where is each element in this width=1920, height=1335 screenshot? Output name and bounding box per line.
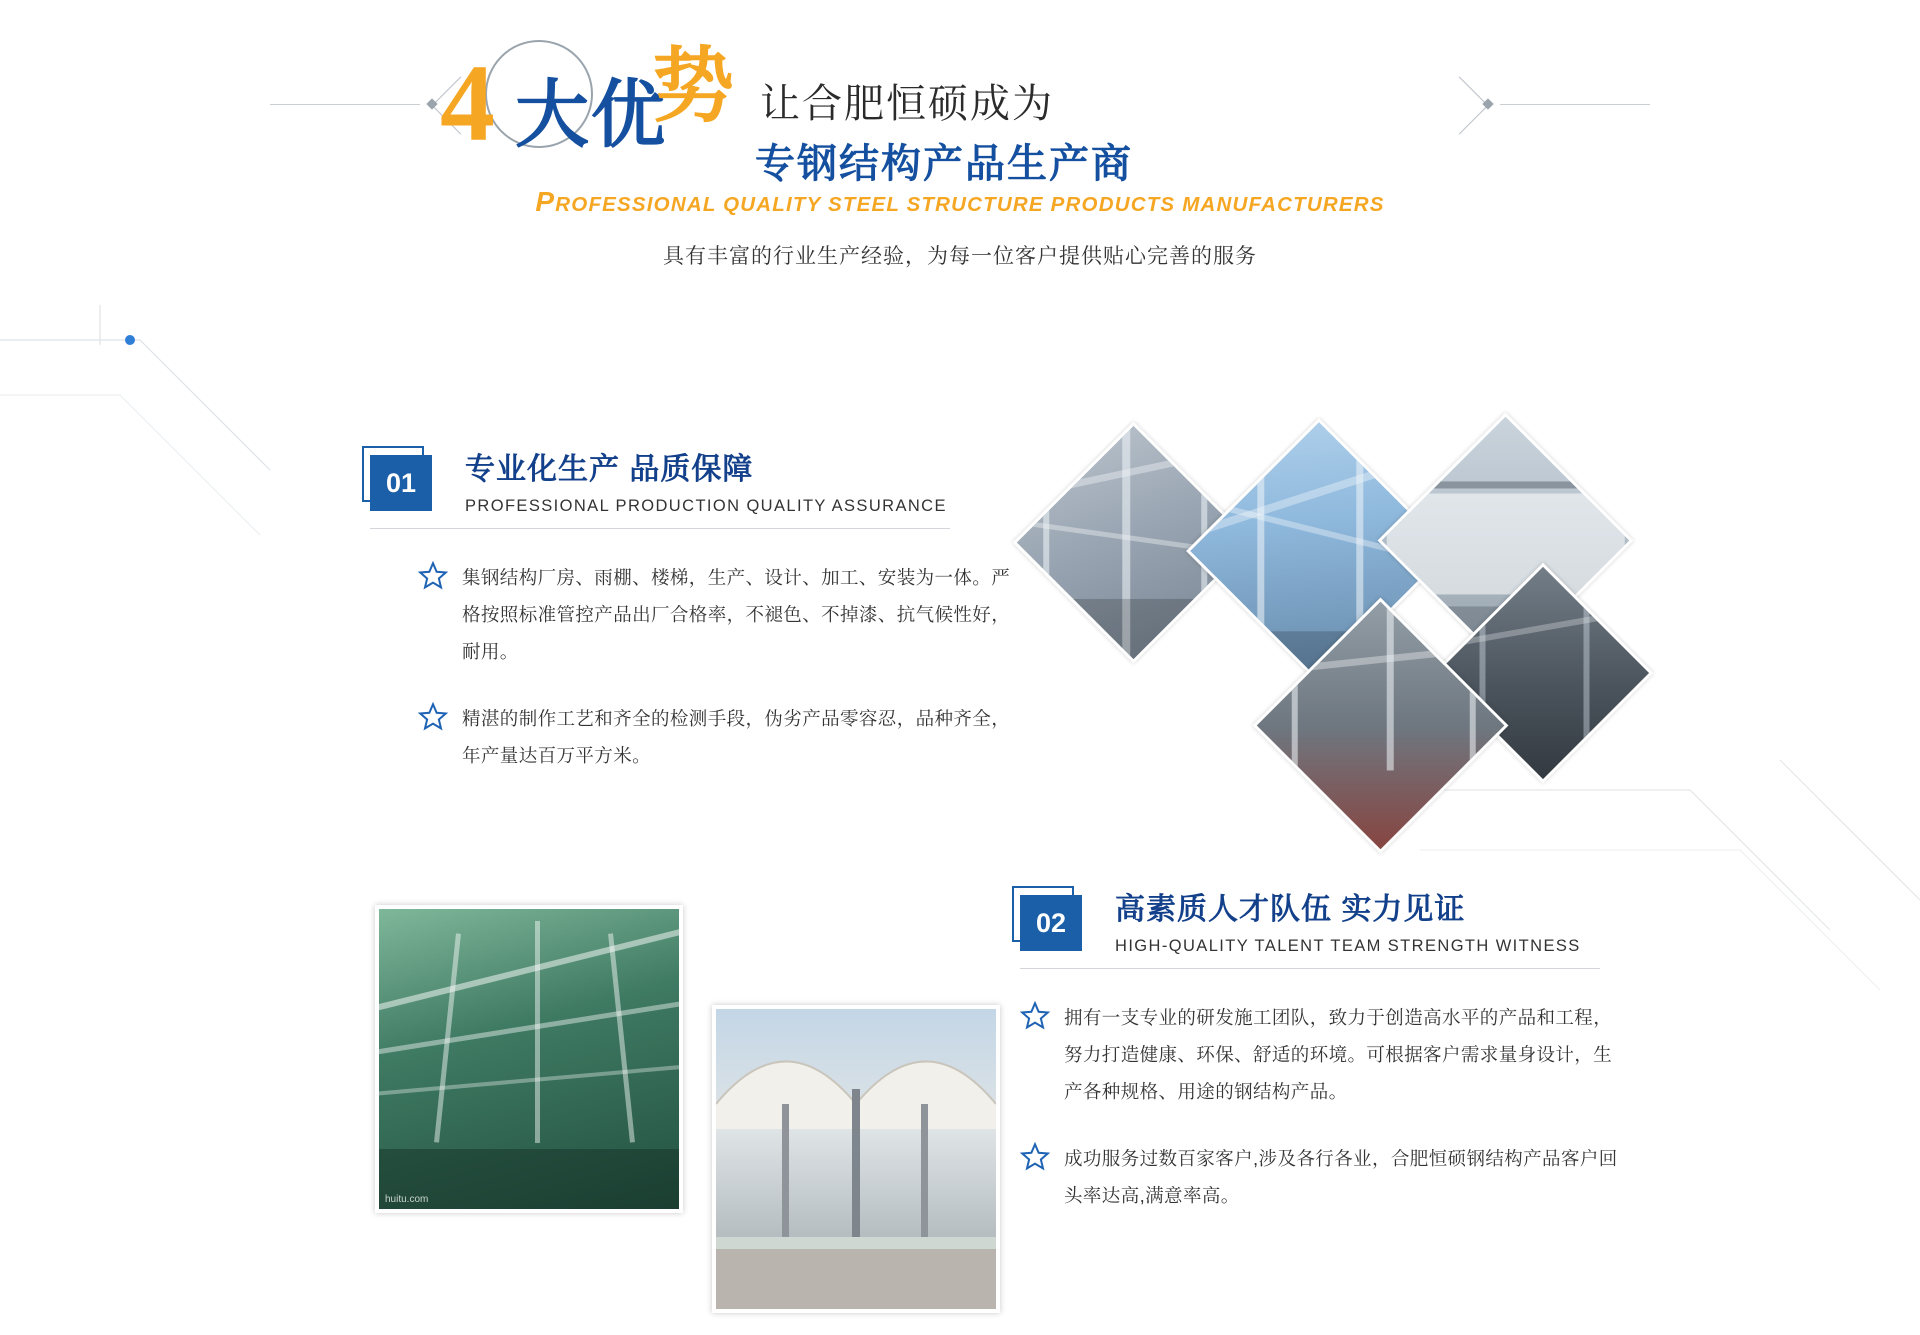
section-02-bullet-2 [1020, 1140, 1620, 1214]
star-icon [418, 561, 448, 591]
section-02 [1020, 895, 1620, 1214]
header-title-row [310, 40, 1610, 186]
section-02-title-en: HIGH-QUALITY TALENT TEAM STRENGTH WITNESS [1115, 937, 1581, 955]
decor-corner-top-left [0, 300, 390, 560]
section-02-head [1020, 895, 1620, 956]
headline-english-cap: P [535, 186, 556, 217]
section-01-bullet-1 [418, 559, 1018, 670]
headline-subline-1: 让合肥恒硕成为 [760, 81, 1054, 126]
section-01-bullet-2 [418, 700, 1018, 774]
section-02-title-cn: 高素质人才队伍 实力见证 [1115, 893, 1466, 926]
section-01-rule [370, 528, 950, 529]
section-01-body [418, 559, 1018, 774]
decor-line-right [1500, 104, 1650, 105]
photo-glass-canopy [375, 905, 683, 1213]
headline-english [310, 186, 1610, 218]
section-02-badge: 02 [1020, 895, 1082, 951]
decor-line-left [270, 104, 420, 105]
header-slogan: 具有丰富的行业生产经验，为每一位客户提供贴心完善的服务 [663, 245, 1257, 268]
photo-watermark: huitu.com [385, 1194, 429, 1205]
section-02-bullet-1-text: 拥有一支专业的研发施工团队，致力于创造高水平的产品和工程，努力打造健康、环保、舒适的环境。可根据客户需求量身设计，生产各种规格、用途的钢结构产品。 [1064, 1007, 1613, 1102]
section-01 [370, 455, 1030, 774]
star-icon [418, 702, 448, 732]
section-02-rule [1020, 968, 1600, 969]
section-02-bullet-2-text: 成功服务过数百家客户,涉及各行各业，合肥恒硕钢结构产品客户回头率达高,满意率高。 [1064, 1148, 1618, 1206]
section-01-bullet-2-text: 精湛的制作工艺和齐全的检测手段，伪劣产品零容忍，品种齐全，年产量达百万平方米。 [462, 708, 1011, 766]
section-02-body [1020, 999, 1620, 1214]
decor-arrow-right [1431, 77, 1489, 135]
star-icon [1020, 1001, 1050, 1031]
section-02-bullet-1 [1020, 999, 1620, 1110]
headline-number: 4 [440, 42, 491, 164]
headline-english-rest: ROFESSIONAL QUALITY STEEL STRUCTURE PRODUCTS MANUFACTURERS [555, 193, 1385, 216]
section-01-title-en: PROFESSIONAL PRODUCTION QUALITY ASSURANCE [465, 497, 947, 515]
section-01-bullet-1-text: 集钢结构厂房、雨棚、楼梯，生产、设计、加工、安装为一体。严格按照标准管控产品出厂合格率，不褪色、不掉漆、抗气候性好，耐用。 [462, 567, 1011, 662]
star-icon [1020, 1142, 1050, 1172]
section-01-head [370, 455, 1030, 516]
headline-subline-2: 专钢结构产品生产商 [755, 142, 1133, 186]
headline-main: 大优 [515, 73, 667, 156]
section-01-title-cn: 专业化生产 品质保障 [465, 453, 754, 486]
membrane-shape [716, 1009, 996, 1309]
section-01-badge: 01 [370, 455, 432, 511]
headline-accent: 势 [652, 41, 735, 132]
photo-membrane-canopy [712, 1005, 1000, 1313]
page-header [0, 0, 1920, 300]
